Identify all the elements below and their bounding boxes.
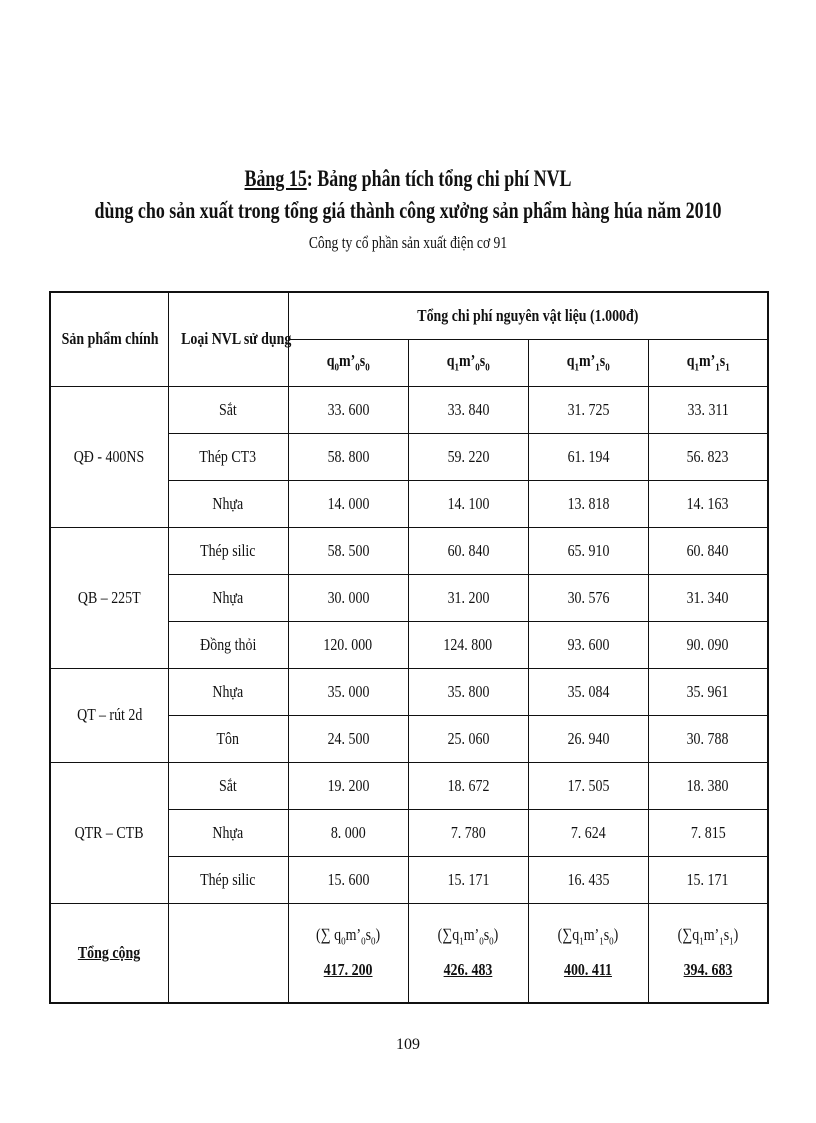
value-cell: 124. 800 bbox=[408, 621, 528, 668]
value-cell: 7. 780 bbox=[408, 809, 528, 856]
value-cell: 15. 171 bbox=[648, 856, 768, 903]
value-cell: 25. 060 bbox=[408, 715, 528, 762]
total-label: Tổng cộng bbox=[50, 903, 168, 1003]
material-cell: Thép silic bbox=[168, 527, 288, 574]
material-cell: Nhựa bbox=[168, 480, 288, 527]
total-cell: $(\sum q_1m’_0s_0)$ 426. 483 bbox=[408, 903, 528, 1003]
value-cell: 35. 000 bbox=[288, 668, 408, 715]
product-cell: QTR – CTB bbox=[50, 762, 168, 903]
header-product: Sản phẩm chính bbox=[50, 292, 168, 386]
total-value: 400. 411 bbox=[563, 959, 613, 979]
material-cell: Nhựa bbox=[168, 668, 288, 715]
table-body bbox=[50, 386, 768, 903]
value-cell: 58. 800 bbox=[288, 433, 408, 480]
table-row bbox=[50, 762, 768, 809]
total-empty-cell bbox=[168, 903, 288, 1003]
value-cell: 31. 200 bbox=[408, 574, 528, 621]
value-cell: 16. 435 bbox=[528, 856, 648, 903]
header-material: Loại NVL sử dụng bbox=[168, 292, 288, 386]
value-cell: 18. 672 bbox=[408, 762, 528, 809]
value-cell: 7. 624 bbox=[528, 809, 648, 856]
value-cell: 35. 800 bbox=[408, 668, 528, 715]
header-q0m0s0: $q_0m’_0s_0$ bbox=[288, 339, 408, 386]
value-cell: 18. 380 bbox=[648, 762, 768, 809]
table-row bbox=[50, 668, 768, 715]
total-value: 417. 200 bbox=[323, 959, 373, 979]
value-cell: 58. 500 bbox=[288, 527, 408, 574]
header-q1m1s0: $q_1m’_1s_0$ bbox=[528, 339, 648, 386]
material-cell: Sắt bbox=[168, 386, 288, 433]
value-cell: 35. 961 bbox=[648, 668, 768, 715]
value-cell: 26. 940 bbox=[528, 715, 648, 762]
value-cell: 60. 840 bbox=[408, 527, 528, 574]
material-cell: Nhựa bbox=[168, 809, 288, 856]
table-caption-line2: dùng cho sản xuất trong tổng giá thành công xưởng sản phẩm hàng húa năm 2010 bbox=[94, 198, 722, 223]
value-cell: 14. 163 bbox=[648, 480, 768, 527]
value-cell: 15. 171 bbox=[408, 856, 528, 903]
value-cell: 90. 090 bbox=[648, 621, 768, 668]
product-cell: QĐ - 400NS bbox=[50, 386, 168, 527]
value-cell: 35. 084 bbox=[528, 668, 648, 715]
value-cell: 33. 840 bbox=[408, 386, 528, 433]
total-value: 394. 683 bbox=[683, 959, 733, 979]
product-cell: QB – 225T bbox=[50, 527, 168, 668]
company-name: Công ty cổ phần sản xuất điện cơ 91 bbox=[308, 233, 508, 252]
value-cell: 60. 840 bbox=[648, 527, 768, 574]
value-cell: 120. 000 bbox=[288, 621, 408, 668]
material-cell: Sắt bbox=[168, 762, 288, 809]
value-cell: 30. 576 bbox=[528, 574, 648, 621]
value-cell: 93. 600 bbox=[528, 621, 648, 668]
material-cell: Thép CT3 bbox=[168, 433, 288, 480]
material-cell: Đồng thỏi bbox=[168, 621, 288, 668]
header-total-cost: Tổng chi phí nguyên vật liệu (1.000đ) bbox=[288, 292, 768, 339]
value-cell: 61. 194 bbox=[528, 433, 648, 480]
value-cell: 15. 600 bbox=[288, 856, 408, 903]
value-cell: 59. 220 bbox=[408, 433, 528, 480]
table-number-label: Bảng 15 bbox=[244, 166, 307, 191]
value-cell: 17. 505 bbox=[528, 762, 648, 809]
total-value: 426. 483 bbox=[443, 959, 493, 979]
value-cell: 14. 100 bbox=[408, 480, 528, 527]
material-cell: Nhựa bbox=[168, 574, 288, 621]
total-cell: (∑ $q_0m’_0s_0$) 417. 200 bbox=[288, 903, 408, 1003]
value-cell: 8. 000 bbox=[288, 809, 408, 856]
value-cell: 14. 000 bbox=[288, 480, 408, 527]
material-cell: Tôn bbox=[168, 715, 288, 762]
value-cell: 31. 340 bbox=[648, 574, 768, 621]
value-cell: 31. 725 bbox=[528, 386, 648, 433]
value-cell: 33. 311 bbox=[648, 386, 768, 433]
table-row bbox=[50, 386, 768, 433]
table-row bbox=[50, 527, 768, 574]
value-cell: 65. 910 bbox=[528, 527, 648, 574]
header-q1m1s1: $q_1m’_1s_1$ bbox=[648, 339, 768, 386]
total-cell: $(\sum q_1m’_1s_0)$ 400. 411 bbox=[528, 903, 648, 1003]
value-cell: 56. 823 bbox=[648, 433, 768, 480]
material-cell: Thép silic bbox=[168, 856, 288, 903]
total-cell: $(\sum q_1m’_1s_1)$ 394. 683 bbox=[648, 903, 768, 1003]
total-row bbox=[50, 903, 768, 1003]
value-cell: 7. 815 bbox=[648, 809, 768, 856]
value-cell: 24. 500 bbox=[288, 715, 408, 762]
value-cell: 33. 600 bbox=[288, 386, 408, 433]
value-cell: 30. 000 bbox=[288, 574, 408, 621]
table-title: : Bảng phân tích tổng chi phí NVL bbox=[306, 166, 572, 191]
cost-analysis-table bbox=[49, 291, 769, 1004]
value-cell: 30. 788 bbox=[648, 715, 768, 762]
page-number: 109 bbox=[396, 1036, 420, 1053]
value-cell: 19. 200 bbox=[288, 762, 408, 809]
table-caption-line1 bbox=[90, 166, 726, 192]
header-q1m0s0: $q_1m’_0s_0$ bbox=[408, 339, 528, 386]
value-cell: 13. 818 bbox=[528, 480, 648, 527]
product-cell: QT – rút 2d bbox=[50, 668, 168, 762]
